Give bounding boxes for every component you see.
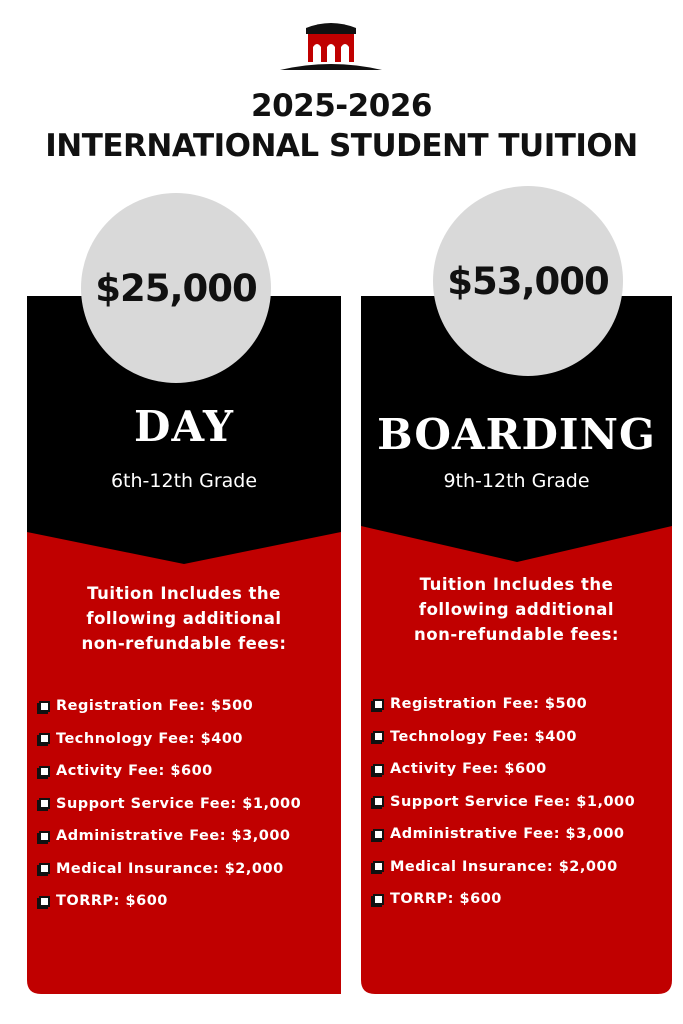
fee-label: Technology Fee: $400 bbox=[56, 730, 244, 747]
page-title: INTERNATIONAL STUDENT TUITION bbox=[45, 128, 638, 164]
includes-note bbox=[27, 581, 341, 656]
fee-item bbox=[373, 721, 635, 754]
includes-line: Tuition Includes the bbox=[419, 575, 614, 594]
fee-item bbox=[373, 753, 635, 786]
includes-line: non-refundable fees: bbox=[413, 625, 619, 644]
plan-card-day bbox=[27, 296, 341, 994]
fee-label: Medical Insurance: $2,000 bbox=[390, 858, 618, 875]
fee-label: Registration Fee: $500 bbox=[390, 696, 588, 713]
fee-label: Administrative Fee: $3,000 bbox=[56, 828, 291, 845]
checkbox-icon bbox=[373, 731, 384, 742]
checkbox-icon bbox=[39, 766, 50, 777]
fee-item bbox=[373, 786, 635, 819]
fee-label: Support Service Fee: $1,000 bbox=[56, 795, 302, 812]
fee-item bbox=[373, 818, 635, 851]
includes-line: following additional bbox=[86, 609, 282, 628]
fee-label: Technology Fee: $400 bbox=[390, 728, 578, 745]
price-amount: $25,000 bbox=[95, 266, 257, 310]
fee-item bbox=[39, 853, 301, 886]
fee-label: Activity Fee: $600 bbox=[390, 761, 547, 778]
fee-label: Activity Fee: $600 bbox=[56, 763, 213, 780]
checkbox-icon bbox=[373, 699, 384, 710]
plan-card-boarding bbox=[361, 296, 672, 994]
school-building-icon bbox=[276, 14, 386, 74]
price-amount: $53,000 bbox=[447, 259, 609, 303]
fee-item bbox=[39, 723, 301, 756]
checkbox-icon bbox=[39, 863, 50, 874]
fee-item bbox=[39, 788, 301, 821]
includes-note bbox=[361, 572, 672, 647]
plan-grades: 9th-12th Grade bbox=[443, 470, 590, 492]
fee-label: TORRP: $600 bbox=[390, 891, 502, 908]
checkbox-icon bbox=[373, 829, 384, 840]
fee-label: Medical Insurance: $2,000 bbox=[56, 860, 284, 877]
includes-line: non-refundable fees: bbox=[81, 634, 287, 653]
plan-grades: 6th-12th Grade bbox=[110, 470, 258, 492]
price-badge-day bbox=[81, 193, 271, 383]
checkbox-icon bbox=[39, 896, 50, 907]
checkbox-icon bbox=[373, 861, 384, 872]
price-badge-boarding bbox=[433, 186, 623, 376]
fee-item bbox=[39, 690, 301, 723]
fee-list bbox=[39, 690, 301, 918]
fee-item bbox=[39, 755, 301, 788]
checkbox-icon bbox=[39, 701, 50, 712]
checkbox-icon bbox=[373, 894, 384, 905]
includes-line: Tuition Includes the bbox=[87, 584, 281, 603]
fee-item bbox=[39, 885, 301, 918]
checkbox-icon bbox=[39, 831, 50, 842]
fee-item bbox=[373, 883, 635, 916]
checkbox-icon bbox=[373, 764, 384, 775]
includes-line: following additional bbox=[418, 600, 615, 619]
checkbox-icon bbox=[373, 796, 384, 807]
checkbox-icon bbox=[39, 733, 50, 744]
page-title-year: 2025-2026 bbox=[251, 88, 432, 124]
fee-item bbox=[373, 851, 635, 884]
fee-label: Administrative Fee: $3,000 bbox=[390, 826, 625, 843]
fee-label: Support Service Fee: $1,000 bbox=[390, 793, 636, 810]
fee-item bbox=[373, 688, 635, 721]
fee-list bbox=[373, 688, 635, 916]
fee-label: TORRP: $600 bbox=[56, 893, 168, 910]
plan-name: BOARDING bbox=[377, 410, 656, 459]
plan-name: DAY bbox=[134, 402, 234, 451]
fee-label: Registration Fee: $500 bbox=[56, 698, 254, 715]
checkbox-icon bbox=[39, 798, 50, 809]
fee-item bbox=[39, 820, 301, 853]
